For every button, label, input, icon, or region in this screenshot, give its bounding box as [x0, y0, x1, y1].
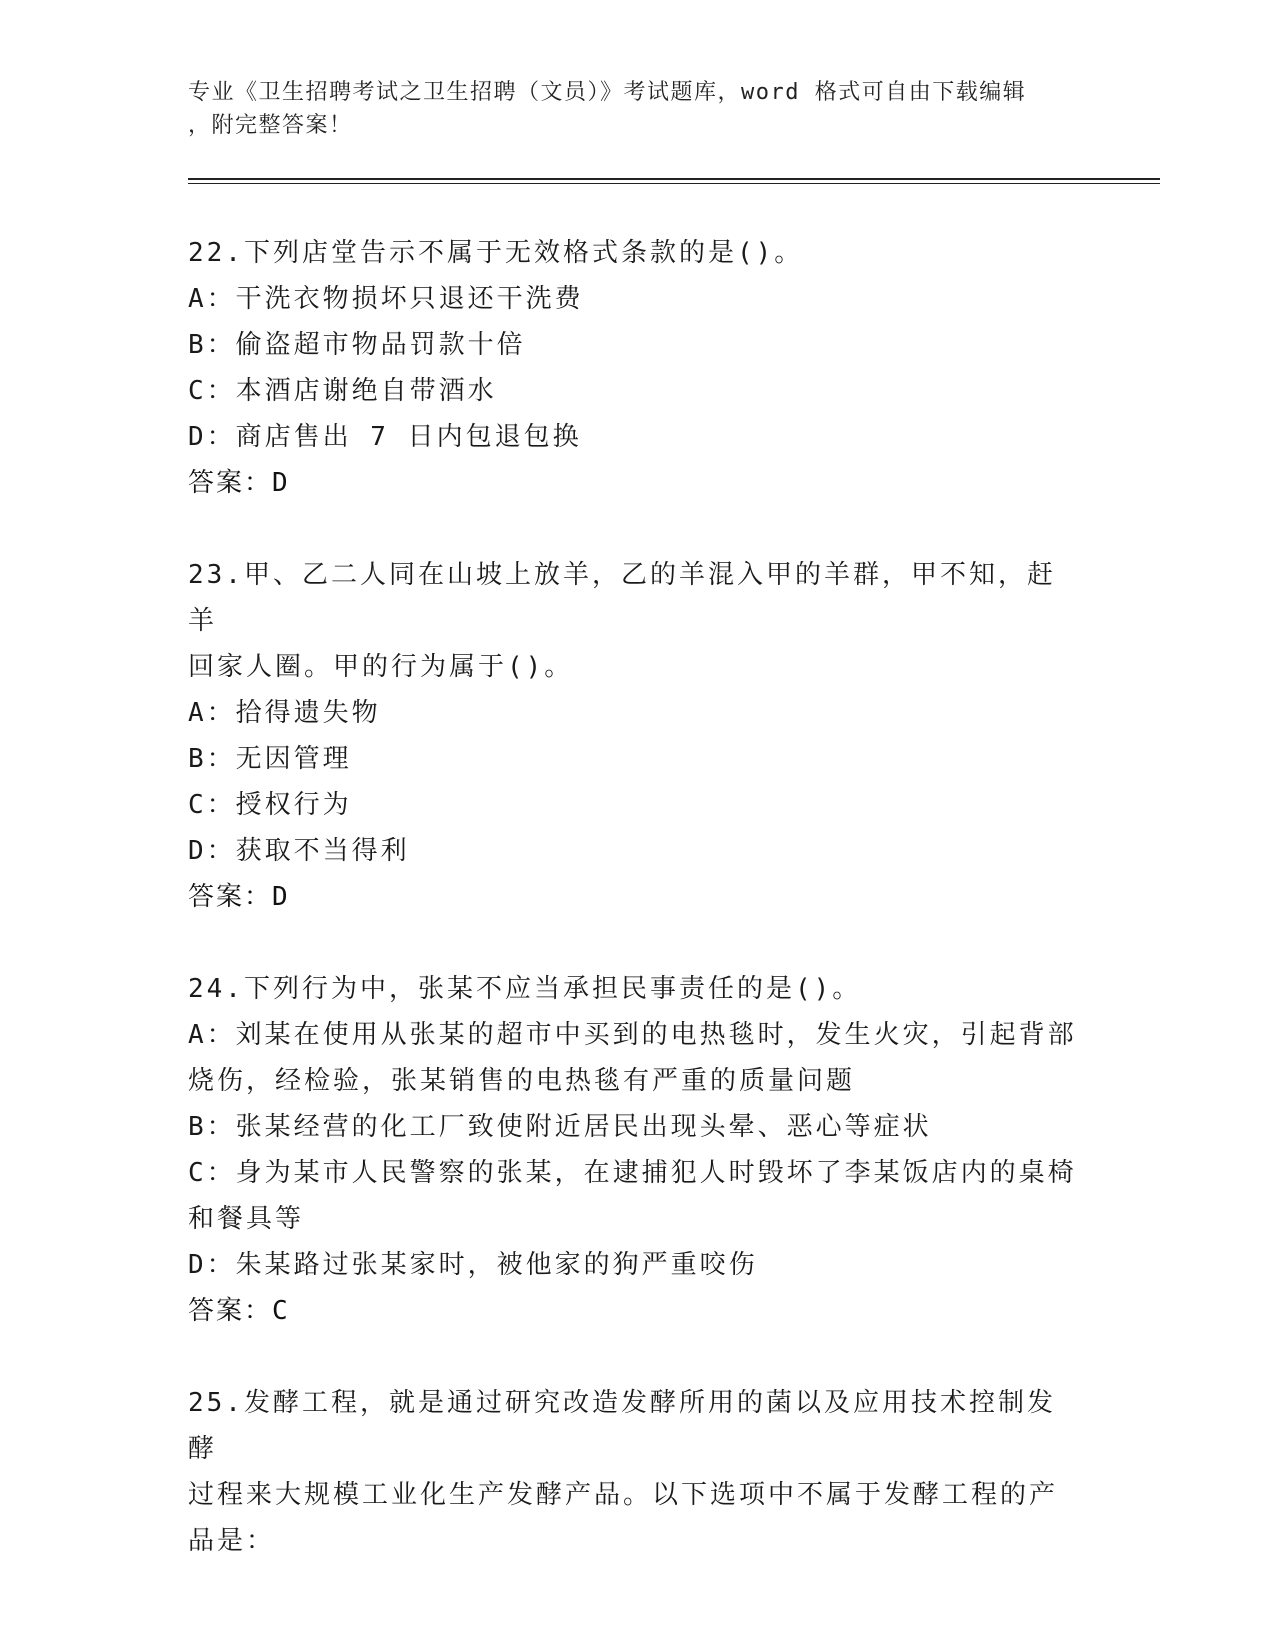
answer-line: [188, 874, 1078, 920]
option-b: B：无因管理: [188, 744, 352, 774]
option-b: B：偷盗超市物品罚款十倍: [188, 330, 526, 360]
option-d: D：获取不当得利: [188, 836, 410, 866]
option-a: A：拾得遗失物: [188, 698, 381, 728]
option-c-cont: 和餐具等: [188, 1204, 305, 1234]
answer-label: 答案：: [188, 468, 273, 498]
option-c: C：本酒店谢绝自带酒水: [188, 376, 497, 406]
option-a: A：干洗衣物损坏只退还干洗费: [188, 284, 584, 314]
option-d: D：朱某路过张某家时，被他家的狗严重咬伤: [188, 1250, 758, 1280]
question-23: [188, 552, 1078, 920]
header-divider: [188, 178, 1160, 184]
option-c: C：授权行为: [188, 790, 352, 820]
answer-value: D: [272, 468, 290, 498]
option-a: A：刘某在使用从张某的超市中买到的电热毯时，发生火灾，引起背部: [188, 1020, 1077, 1050]
answer-label: 答案：: [188, 1296, 273, 1326]
option-d: D：商店售出 7 日内包退包换: [188, 422, 582, 452]
question-stem: 22.下列店堂告示不属于无效格式条款的是()。: [188, 238, 804, 268]
question-stem: 24.下列行为中，张某不应当承担民事责任的是()。: [188, 974, 862, 1004]
option-c: C：身为某市人民警察的张某，在逮捕犯人时毁坏了李某饭店内的桌椅: [188, 1158, 1077, 1188]
answer-line: [188, 1288, 1078, 1334]
option-a-cont: 烧伤，经检验，张某销售的电热毯有严重的质量问题: [188, 1066, 856, 1096]
header-line-1: 专业《卫生招聘考试之卫生招聘（文员）》考试题库，word 格式可自由下载编辑: [188, 80, 1027, 105]
question-stem-cont: 回家人圈。甲的行为属于()。: [188, 652, 574, 682]
header-line-2: ，附完整答案！: [188, 113, 353, 138]
answer-line: [188, 460, 1078, 506]
document-header: [188, 76, 1088, 142]
question-stem: 23.甲、乙二人同在山坡上放羊，乙的羊混入甲的羊群，甲不知，赶羊: [188, 560, 1056, 636]
answer-value: C: [272, 1296, 290, 1326]
question-list: [188, 230, 1078, 1610]
question-24: [188, 966, 1078, 1334]
answer-value: D: [272, 882, 290, 912]
option-b: B：张某经营的化工厂致使附近居民出现头晕、恶心等症状: [188, 1112, 932, 1142]
answer-label: 答案：: [188, 882, 273, 912]
question-stem-cont: 品是：: [188, 1526, 276, 1556]
question-stem-cont: 过程来大规模工业化生产发酵产品。以下选项中不属于发酵工程的产: [188, 1480, 1059, 1510]
question-22: [188, 230, 1078, 506]
question-stem: 25.发酵工程，就是通过研究改造发酵所用的菌以及应用技术控制发酵: [188, 1388, 1056, 1464]
question-25: [188, 1380, 1078, 1564]
